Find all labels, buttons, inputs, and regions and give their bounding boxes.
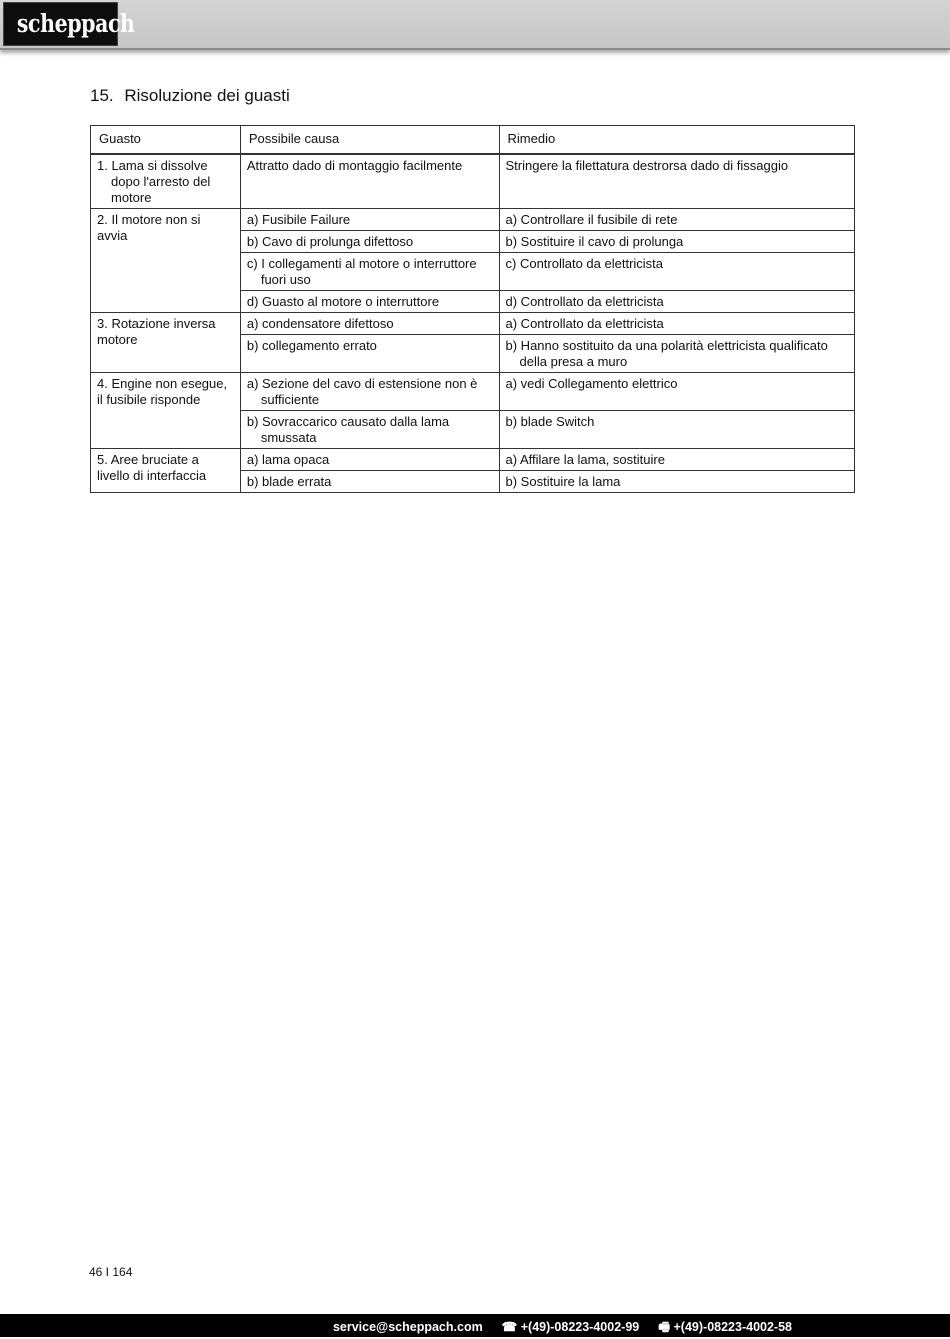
remedy-cell: a) Controllare il fusibile di rete [499, 209, 854, 231]
remedy-cell: d) Controllato da elettricista [499, 291, 854, 313]
fault-cell: 3. Rotazione inversa motore [91, 313, 241, 373]
remedy-cell: a) Controllato da elettricista [499, 313, 854, 335]
section-heading [90, 86, 290, 106]
service-email[interactable]: service@scheppach.com [332, 1320, 483, 1334]
remedy-cell: a) vedi Collegamento elettrico [499, 373, 854, 411]
table-row [91, 154, 855, 209]
fault-cell: 1. Lama si dissolve dopo l'arresto del motore [91, 154, 241, 209]
footer-bar [0, 1314, 950, 1337]
table-row [91, 313, 855, 335]
header-bar [0, 0, 950, 50]
fault-cell: 5. Aree bruciate a livello di interfaccia [91, 449, 241, 493]
header-cause: Possibile causa [240, 126, 499, 155]
page-number: 46 I 164 [89, 1265, 133, 1279]
header-fault: Guasto [91, 126, 241, 155]
remedy-cell: b) Sostituire la lama [499, 471, 854, 493]
remedy-cell: b) Hanno sostituito da una polarità elettricista qualificato della presa a muro [499, 335, 854, 373]
fault-cell: 2. Il motore non si avvia [91, 209, 241, 313]
cause-cell: a) Sezione del cavo di estensione non è sufficiente [240, 373, 499, 411]
cause-cell: a) condensatore difettoso [240, 313, 499, 335]
scheppach-logo: scheppach [3, 2, 118, 46]
section-title: Risoluzione dei guasti [124, 86, 290, 105]
fault-cell: 4. Engine non esegue, il fusibile risponde [91, 373, 241, 449]
phone-number: +(49)-08223-4002-99 [520, 1320, 640, 1334]
remedy-cell: a) Affilare la lama, sostituire [499, 449, 854, 471]
section-number: 15. [90, 86, 114, 105]
table-header-row [91, 126, 855, 155]
remedy-cell: Stringere la filettatura destrorsa dado di fissaggio [499, 154, 854, 209]
remedy-cell: b) blade Switch [499, 411, 854, 449]
cause-cell: a) Fusibile Failure [240, 209, 499, 231]
phone-icon: ☎ [501, 1320, 518, 1334]
contact-info [333, 1318, 792, 1339]
cause-cell: b) blade errata [240, 471, 499, 493]
remedy-cell: c) Controllato da elettricista [499, 253, 854, 291]
cause-cell: d) Guasto al motore o interruttore [240, 291, 499, 313]
troubleshooting-table [90, 125, 855, 493]
cause-cell: b) Cavo di prolunga difettoso [240, 231, 499, 253]
fax-icon: 🖷 [658, 1320, 671, 1334]
remedy-cell: b) Sostituire il cavo di prolunga [499, 231, 854, 253]
cause-cell: b) collegamento errato [240, 335, 499, 373]
cause-cell: Attratto dado di montaggio facilmente [240, 154, 499, 209]
cause-cell: a) lama opaca [240, 449, 499, 471]
table-row [91, 209, 855, 231]
header-remedy: Rimedio [499, 126, 854, 155]
table-row [91, 373, 855, 411]
cause-cell: c) I collegamenti al motore o interruttore fuori uso [240, 253, 499, 291]
cause-cell: b) Sovraccarico causato dalla lama smussata [240, 411, 499, 449]
fax-number: +(49)-08223-4002-58 [673, 1320, 792, 1334]
table-row [91, 449, 855, 471]
